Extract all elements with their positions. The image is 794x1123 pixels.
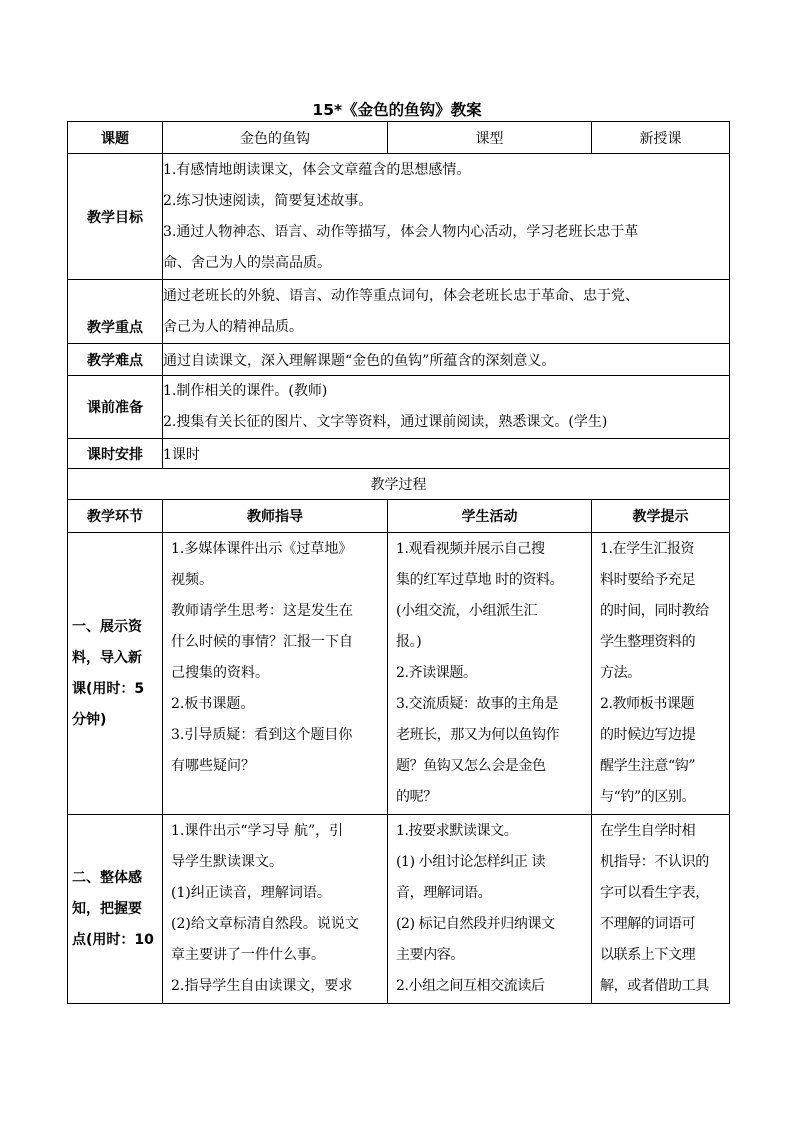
- teacher-line: 3.引导质疑：看到这个题目你: [171, 727, 353, 743]
- key-points-content: [163, 280, 730, 344]
- tip-line: 与“钓”的区别。: [600, 789, 696, 805]
- lesson-plan-table: [67, 121, 730, 1004]
- teacher-line: 章主要讲了一件什么事。: [171, 947, 325, 963]
- goals-line: 2.练习快速阅读，简要复述故事。: [163, 192, 373, 209]
- schedule-row: [68, 439, 730, 469]
- student-line: 的呢？: [396, 789, 437, 805]
- student-line: 2.齐读课题。: [396, 665, 477, 681]
- tip-line: 解，或者借助工具: [600, 978, 709, 994]
- tip-line: 字可以看生字表，: [600, 885, 709, 901]
- tip-line: 料时要给予充足: [600, 572, 696, 588]
- student-line: (2) 标记自然段并归纳课文: [396, 916, 555, 932]
- student-line: 1.观看视频并展示自己搜: [396, 541, 545, 557]
- difficulty-label: 教学难点: [68, 344, 163, 376]
- tip-line: 不理解的词语可: [600, 916, 696, 932]
- stage-line: 料，导入新: [72, 649, 142, 666]
- schedule-content: 1课时: [163, 439, 730, 469]
- column-teacher: 教师指导: [163, 500, 388, 533]
- preparation-row: [68, 376, 730, 439]
- process-row: [68, 815, 730, 1004]
- preparation-label: 课前准备: [68, 376, 163, 439]
- goals-label: 教学目标: [68, 154, 163, 280]
- teacher-line: 1.课件出示“学习导 航”，引: [171, 823, 344, 839]
- key-points-line: 通过老班长的外貌、语言、动作等重点词句，体会老班长忠于革命、忠于党、: [163, 287, 639, 304]
- student-line: 1.按要求默读课文。: [396, 823, 518, 839]
- key-points-line: 舍己为人的精神品质。: [163, 318, 303, 335]
- stage-line: 知，把握要: [72, 900, 142, 917]
- student-line: 2.小组之间互相交流读后: [396, 978, 545, 994]
- teacher-line: 1.多媒体课件出示《过草地》: [171, 541, 353, 557]
- process-row: [68, 533, 730, 815]
- stage-line: 二、整体感: [72, 869, 142, 886]
- teacher-line: (2)给文章标清自然段。说说文: [171, 916, 359, 932]
- tip-line: 学生整理资料的: [600, 634, 696, 650]
- teacher-line: 己搜集的资料。: [171, 665, 269, 681]
- stage-cell: [68, 533, 163, 815]
- stage-line: 分钟): [72, 711, 107, 728]
- teacher-line: 导学生默读课文。: [171, 854, 283, 870]
- student-line: 音，理解词语。: [396, 885, 492, 901]
- document-title: 15*《金色的鱼钩》教案: [312, 101, 482, 119]
- preparation-line: 2.搜集有关长征的图片、文字等资料，通过课前阅读，熟悉课文。(学生): [163, 414, 608, 430]
- tip-line: 1.在学生汇报资: [600, 541, 695, 557]
- preparation-line: 1.制作相关的课件。(教师): [163, 383, 328, 399]
- teacher-guidance-cell: [163, 815, 388, 1004]
- goals-content: [163, 154, 730, 280]
- type-value: 新授课: [592, 122, 730, 154]
- stage-cell: [68, 815, 163, 1004]
- tip-line: 2.教师板书课题: [600, 696, 695, 712]
- schedule-label: 课时安排: [68, 439, 163, 469]
- tip-line: 方法。: [600, 665, 641, 681]
- process-columns-row: [68, 500, 730, 533]
- teacher-line: 2.板书课题。: [171, 696, 255, 712]
- teacher-line: 什么时候的事情？汇报一下自: [171, 634, 353, 650]
- student-activity-cell: [388, 533, 592, 815]
- key-points-row: [68, 280, 730, 344]
- student-line: (1) 小组讨论怎样纠正 读: [396, 854, 546, 870]
- tip-line: 以联系上下文理: [600, 947, 696, 963]
- teacher-line: (1)纠正读音，理解词语。: [171, 885, 331, 901]
- topic-label: 课题: [68, 122, 163, 154]
- goals-line: 1.有感情地朗读课文，体会文章蕴含的思想感情。: [163, 161, 471, 178]
- student-line: 题？鱼钩又怎么会是金色: [396, 758, 546, 774]
- goals-line: 3.通过人物神态、语言、动作等描写，体会人物内心活动，学习老班长忠于革: [163, 223, 639, 240]
- difficulty-content: 通过自读课文，深入理解课题“金色的鱼钩”所蕴含的深刻意义。: [163, 344, 730, 376]
- process-heading: 教学过程: [68, 469, 730, 500]
- tip-line: 的时间，同时教给: [600, 603, 709, 619]
- teacher-line: 有哪些疑问？: [171, 758, 255, 774]
- column-stage: 教学环节: [68, 500, 163, 533]
- tips-cell: [592, 815, 730, 1004]
- student-line: 集的红军过草地 时的资料。: [396, 572, 564, 588]
- tip-line: 醒学生注意“钩”: [600, 758, 696, 774]
- column-student: 学生活动: [388, 500, 592, 533]
- tip-line: 的时候边写边提: [600, 727, 696, 743]
- process-heading-row: [68, 469, 730, 500]
- tip-line: 机指导：不认识的: [600, 854, 709, 870]
- student-line: 老班长，那又为何以鱼钩作: [396, 727, 560, 743]
- header-row: [68, 122, 730, 154]
- difficulty-row: [68, 344, 730, 376]
- teacher-guidance-cell: [163, 533, 388, 815]
- key-points-label: 教学重点: [68, 280, 163, 344]
- goals-row: [68, 154, 730, 280]
- teacher-line: 教师请学生思考：这是发生在: [171, 603, 353, 619]
- tips-cell: [592, 533, 730, 815]
- teacher-line: 视频。: [171, 572, 213, 588]
- student-line: 报。): [396, 634, 422, 650]
- type-label: 课型: [388, 122, 592, 154]
- tip-line: 在学生自学时相: [600, 823, 696, 839]
- student-line: 3.交流质疑：故事的主角是: [396, 696, 559, 712]
- student-line: 主要内容。: [396, 947, 464, 963]
- stage-line: 点(用时：10: [72, 931, 154, 948]
- teacher-line: 2.指导学生自由读课文，要求: [171, 978, 353, 994]
- stage-line: 课(用时：5: [72, 680, 145, 697]
- stage-line: 一、展示资: [72, 618, 142, 635]
- goals-line: 命、舍己为人的崇高品质。: [163, 254, 331, 271]
- topic-value: 金色的鱼钩: [163, 122, 388, 154]
- column-tips: 教学提示: [592, 500, 730, 533]
- student-line: (小组交流，小组派生汇: [396, 603, 538, 619]
- student-activity-cell: [388, 815, 592, 1004]
- preparation-content: [163, 376, 730, 439]
